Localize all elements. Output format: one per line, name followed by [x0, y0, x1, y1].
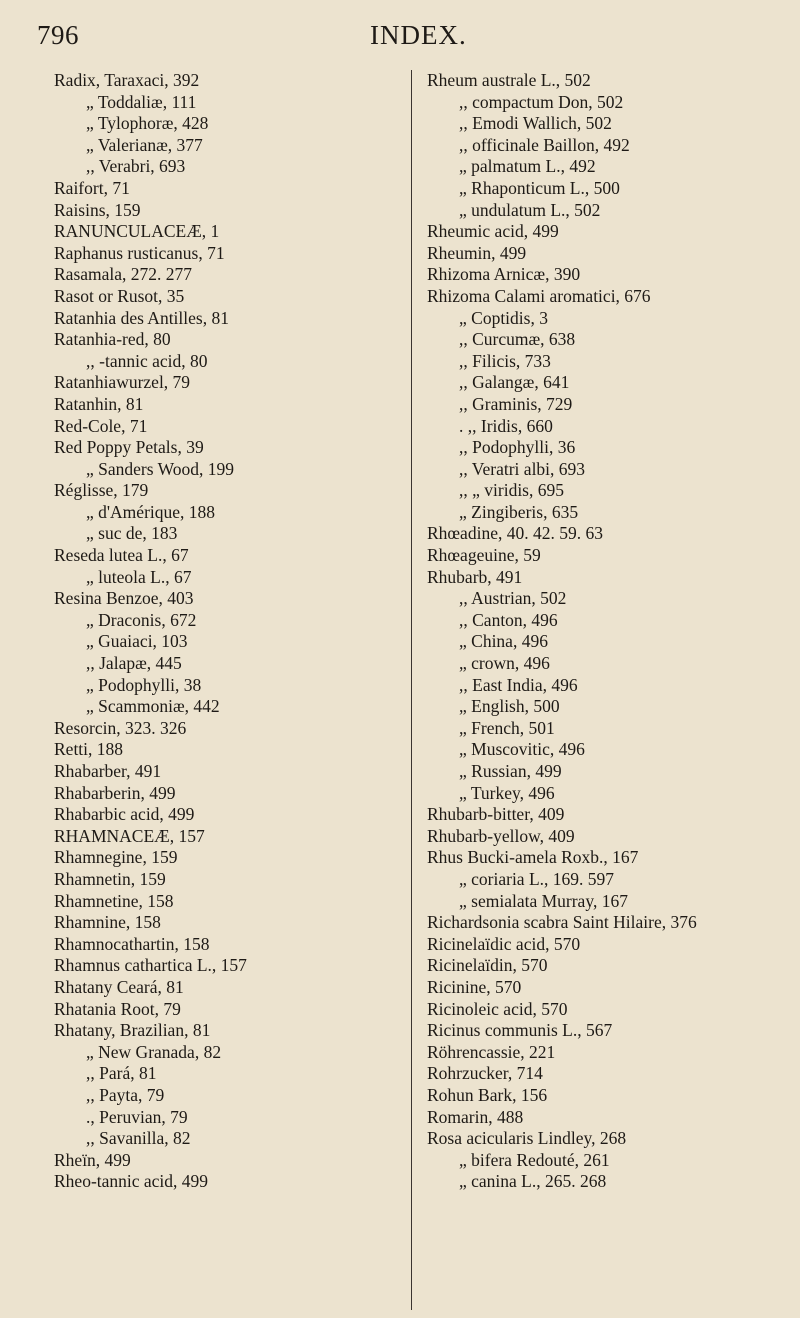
index-entry: ,, Curcumæ, 638 — [459, 329, 576, 350]
index-entry: ,, Canton, 496 — [459, 609, 558, 630]
index-entry: Rheïn, 499 — [54, 1149, 131, 1170]
index-entry: „ coriaria L., 169. 597 — [459, 868, 615, 889]
index-entry: Ratanhia des Antilles, 81 — [54, 307, 229, 328]
index-entry: Raifort, 71 — [54, 177, 130, 198]
index-entry: Resorcin, 323. 326 — [54, 717, 187, 738]
index-entry: „ Coptidis, 3 — [459, 307, 548, 328]
index-entry: „ Russian, 499 — [459, 761, 562, 781]
index-entry: Rohrzucker, 714 — [427, 1063, 543, 1084]
index-entry: ,, Emodi Wallich, 502 — [459, 113, 612, 134]
index-entry: „ English, 500 — [459, 696, 560, 717]
index-entry: Rhamnetine, 158 — [54, 890, 174, 911]
index-entry: Rhubarb, 491 — [427, 566, 523, 587]
index-entry: ,, Pará, 81 — [86, 1063, 157, 1084]
index-entry: „ luteola L., 67 — [86, 566, 192, 587]
index-entry: „ Scammoniæ, 442 — [86, 696, 220, 717]
index-entry: Radix, Taraxaci, 392 — [54, 70, 200, 90]
index-entry: Rasot or Rusot, 35 — [54, 285, 185, 306]
index-entry: ,, Filicis, 733 — [459, 350, 551, 371]
index-entry: „ crown, 496 — [459, 653, 550, 674]
index-entry: Rhubarb-yellow, 409 — [427, 825, 575, 846]
index-entry: „ Turkey, 496 — [459, 782, 555, 803]
index-entry: Rhamnine, 158 — [54, 912, 161, 933]
index-entry: Rhabarber, 491 — [54, 761, 162, 781]
index-entry: Rhus Bucki-amela Roxb., 167 — [427, 847, 639, 868]
index-entry: Rhizoma Arnicæ, 390 — [427, 264, 581, 285]
index-entry: „ Sanders Wood, 199 — [86, 458, 234, 479]
index-entry: Ratanhiawurzel, 79 — [54, 372, 191, 393]
index-entry: Rheumin, 499 — [427, 242, 527, 263]
index-entry: Raphanus rusticanus, 71 — [54, 242, 225, 263]
index-entry: ,, Payta, 79 — [86, 1084, 165, 1105]
index-entry: Rhubarb-bitter, 409 — [427, 804, 565, 825]
index-entry: Ricinus communis L., 567 — [427, 1020, 613, 1041]
index-entry: RHAMNACEÆ, 157 — [54, 825, 205, 846]
index-entry: Réglisse, 179 — [54, 480, 149, 501]
index-entry: . ,, Iridis, 660 — [459, 415, 553, 436]
index-entry: Rasamala, 272. 277 — [54, 264, 193, 285]
index-entry: Romarin, 488 — [427, 1106, 524, 1127]
index-entry: Rhœageuine, 59 — [427, 545, 541, 566]
index-entry: „ d'Amérique, 188 — [86, 501, 216, 522]
index-entry: Rohun Bark, 156 — [427, 1084, 548, 1105]
index-entry: Reseda lutea L., 67 — [54, 545, 189, 566]
index-entry: Ricinine, 570 — [427, 976, 522, 997]
index-entry: „ Toddaliæ, 111 — [86, 91, 197, 112]
index-entry: Rhabarberin, 499 — [54, 782, 176, 803]
index-entry: ,, Savanilla, 82 — [86, 1128, 191, 1149]
index-entry: ,, -tannic acid, 80 — [86, 350, 208, 371]
index-entry: ,, officinale Baillon, 492 — [459, 134, 630, 155]
index-entry: Rhamnus cathartica L., 157 — [54, 955, 247, 976]
index-entry: Red Poppy Petals, 39 — [54, 437, 204, 458]
index-entry: „ undulatum L., 502 — [459, 199, 601, 220]
index-entry: Ricinelaïdic acid, 570 — [427, 933, 581, 954]
index-entry: ,, Galangæ, 641 — [459, 372, 570, 393]
index-entry: Richardsonia scabra Saint Hilaire, 376 — [427, 912, 697, 933]
index-entry: Rhatania Root, 79 — [54, 998, 181, 1019]
index-entry: Rosa acicularis Lindley, 268 — [427, 1128, 627, 1149]
index-entry: „ Podophylli, 38 — [86, 674, 202, 695]
index-column-left — [54, 70, 394, 1193]
index-entry: Retti, 188 — [54, 739, 124, 760]
index-entry: Rheo-tannic acid, 499 — [54, 1171, 209, 1192]
index-entry: RANUNCULACEÆ, 1 — [54, 221, 220, 242]
index-entry: Rhabarbic acid, 499 — [54, 804, 195, 825]
index-entry: ,, Austrian, 502 — [459, 588, 567, 609]
index-entry: Ratanhia-red, 80 — [54, 329, 171, 350]
index-entry: Rhamnocathartin, 158 — [54, 933, 210, 954]
index-entry: „ Draconis, 672 — [86, 609, 197, 630]
index-entry: ,, Veratri albi, 693 — [459, 458, 586, 479]
index-entry: Rhizoma Calami aromatici, 676 — [427, 285, 651, 306]
index-entry: „ Zingiberis, 635 — [459, 501, 579, 522]
index-entry: „ palmatum L., 492 — [459, 156, 596, 177]
index-entry: ,, „ viridis, 695 — [459, 480, 564, 501]
index-entry: Ricinelaïdin, 570 — [427, 955, 548, 976]
index-entry: „ Tylophoræ, 428 — [86, 113, 209, 134]
running-head: INDEX. — [370, 20, 467, 50]
index-entry: „ semialata Murray, 167 — [459, 890, 628, 911]
index-column-right — [427, 70, 797, 1193]
index-entry: ,, Graminis, 729 — [459, 393, 573, 414]
index-entry: Rheumic acid, 499 — [427, 221, 559, 242]
index-entry: „ Guaiaci, 103 — [86, 631, 188, 652]
index-entry: „ Valerianæ, 377 — [86, 134, 203, 155]
index-entry: ,, compactum Don, 502 — [459, 91, 624, 112]
index-entry: Red-Cole, 71 — [54, 415, 148, 436]
index-entry: Rhatany Ceará, 81 — [54, 976, 184, 997]
index-entry: Rhatany, Brazilian, 81 — [54, 1020, 211, 1041]
index-entry: „ China, 496 — [459, 631, 548, 652]
column-divider — [411, 70, 412, 1310]
index-entry: „ suc de, 183 — [86, 523, 178, 544]
index-entry: Resina Benzoe, 403 — [54, 588, 194, 609]
index-entry: ,, East India, 496 — [459, 674, 578, 695]
index-entry: ., Peruvian, 79 — [86, 1106, 188, 1127]
index-entry: ,, Verabri, 693 — [86, 156, 186, 177]
index-entry: Rhamnetin, 159 — [54, 868, 166, 889]
index-entry: Ratanhin, 81 — [54, 393, 144, 414]
index-entry: Ricinoleic acid, 570 — [427, 998, 568, 1019]
page-number: 796 — [37, 20, 79, 50]
index-entry: Raisins, 159 — [54, 199, 141, 220]
index-entry: Röhrencassie, 221 — [427, 1041, 556, 1062]
index-entry: „ French, 501 — [459, 717, 555, 738]
index-entry: „ canina L., 265. 268 — [459, 1171, 607, 1192]
index-entry: ,, Jalapæ, 445 — [86, 653, 182, 674]
index-entry: Rhamnegine, 159 — [54, 847, 178, 868]
index-entry: „ New Granada, 82 — [86, 1041, 222, 1062]
index-entry: „ Rhaponticum L., 500 — [459, 177, 620, 198]
index-entry: „ bifera Redouté, 261 — [459, 1149, 610, 1170]
index-entry: ,, Podophylli, 36 — [459, 437, 576, 458]
index-entry: Rheum australe L., 502 — [427, 70, 591, 90]
index-entry: „ Muscovitic, 496 — [459, 739, 585, 760]
index-entry: Rhœadine, 40. 42. 59. 63 — [427, 523, 603, 544]
